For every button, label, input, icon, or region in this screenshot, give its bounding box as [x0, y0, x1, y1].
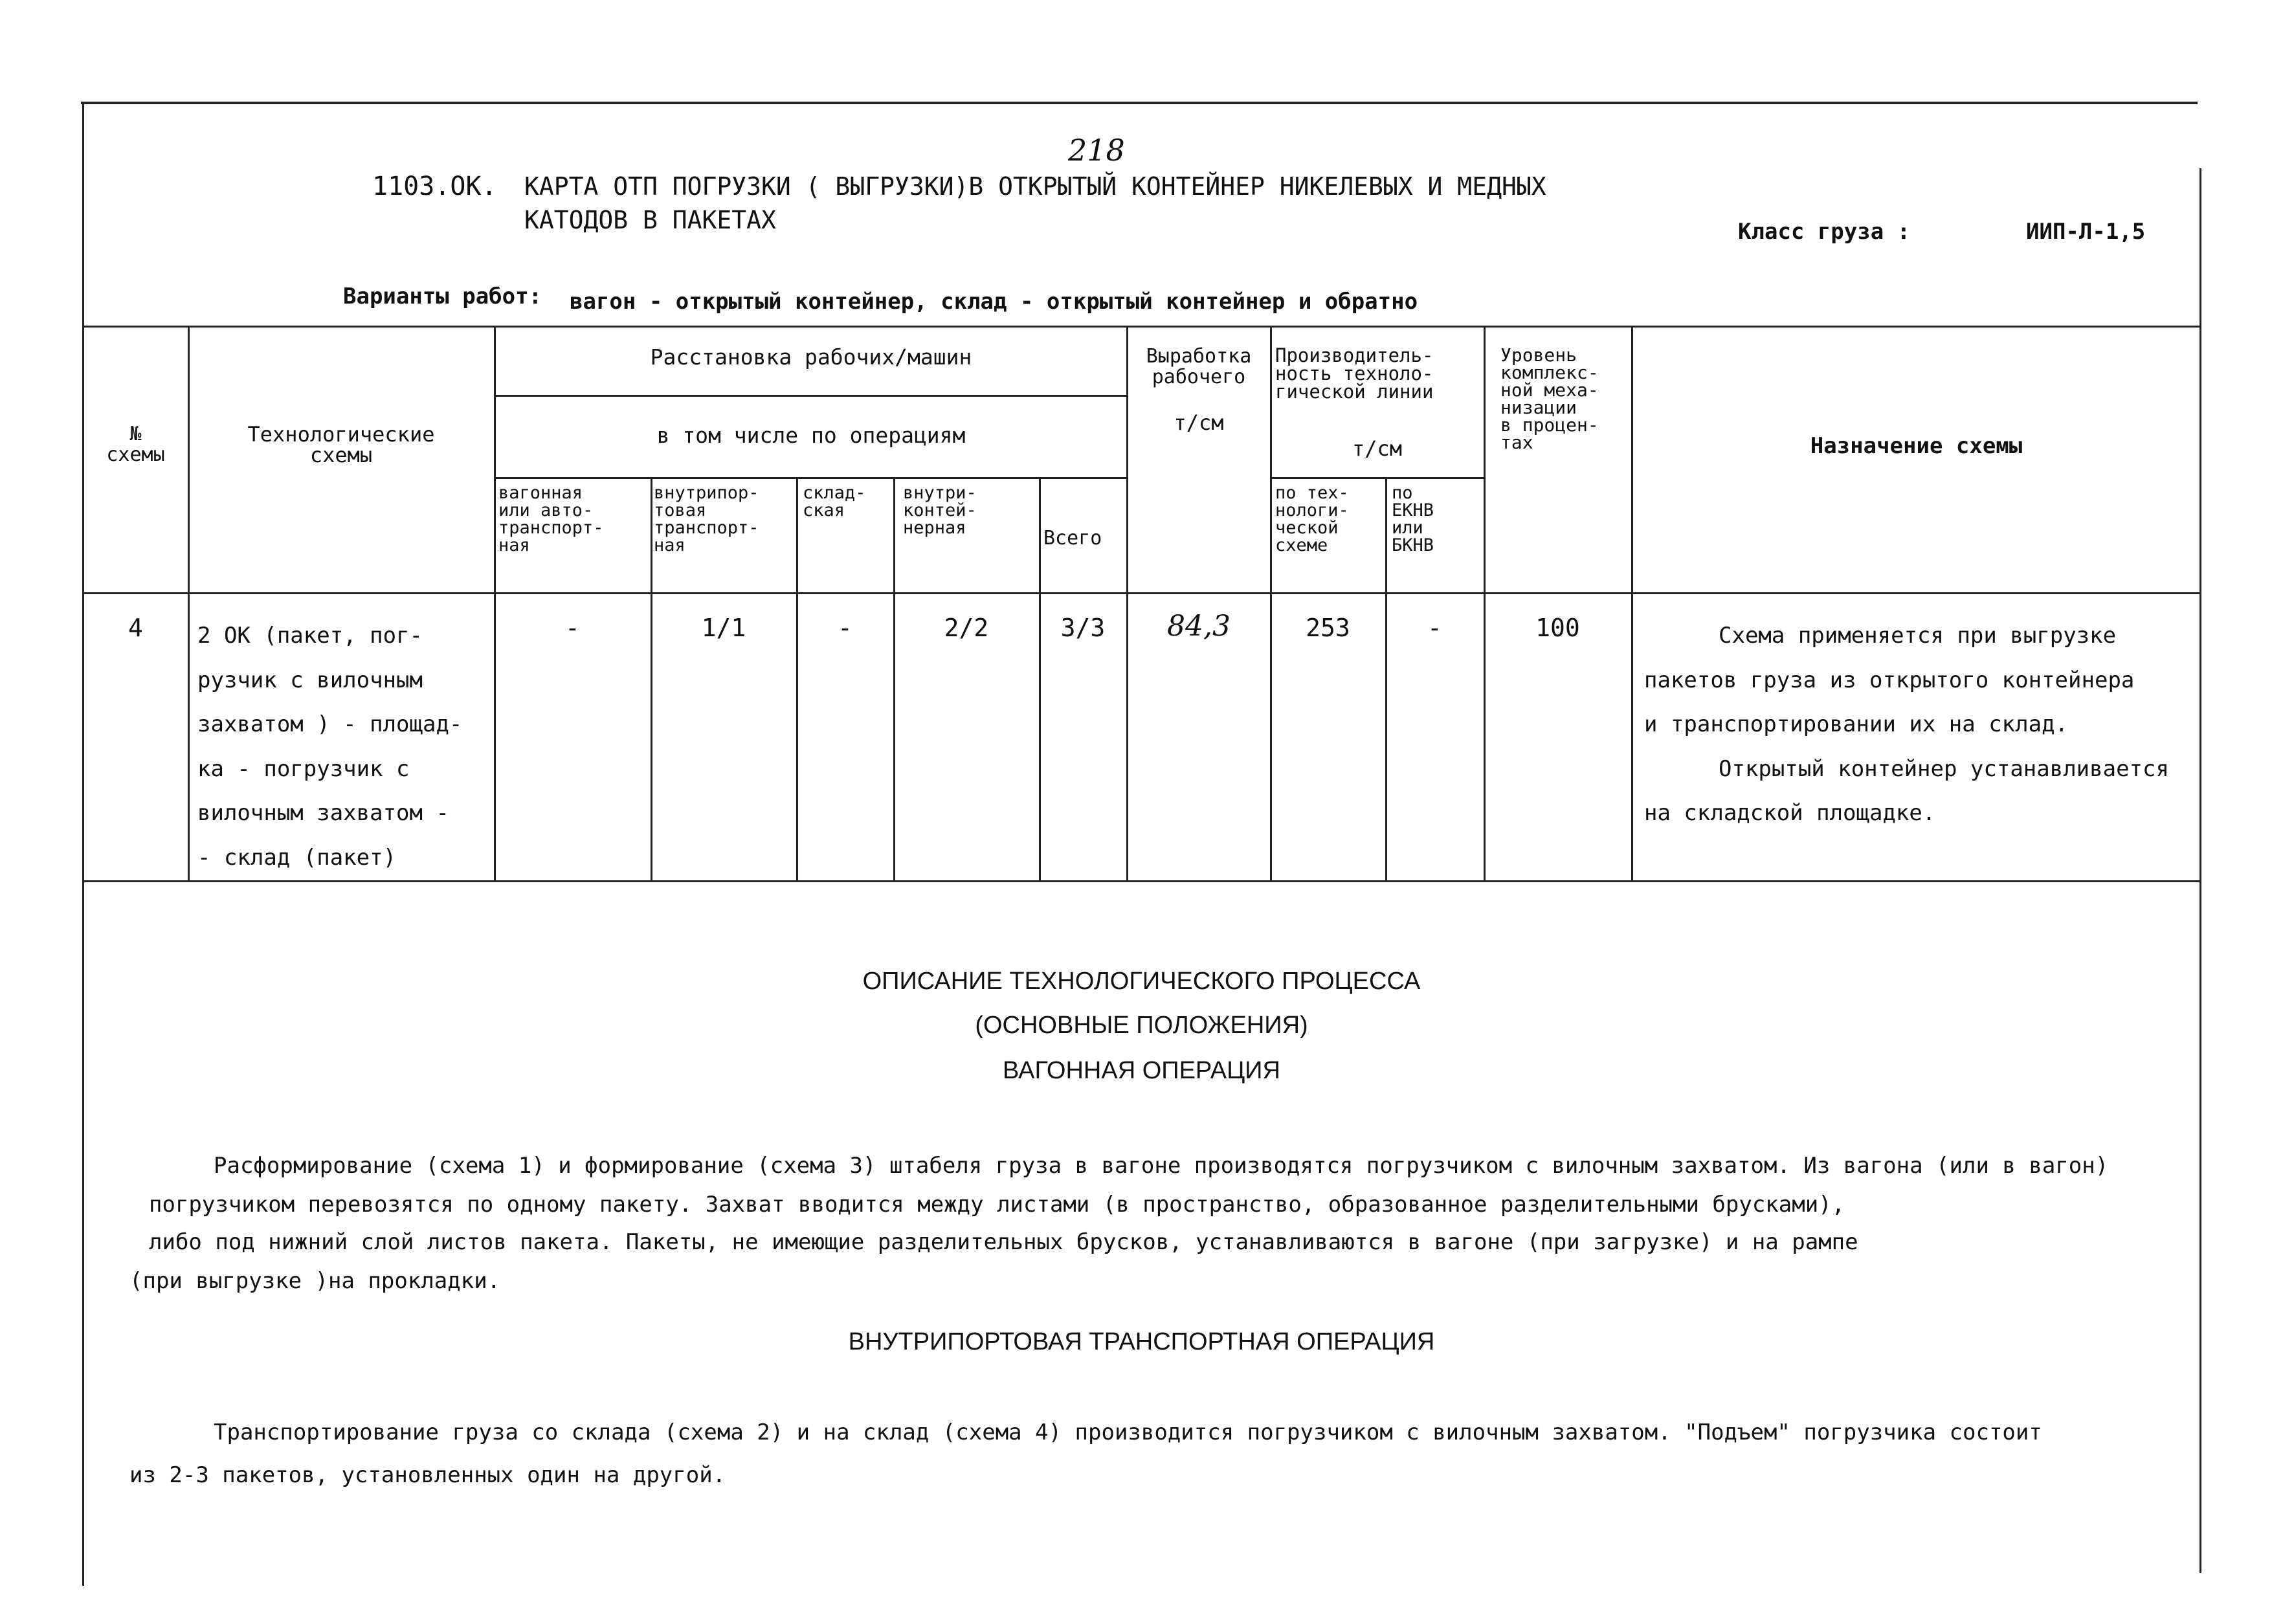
header-op-total: Всего: [1043, 527, 1102, 550]
header-output-unit: т/см: [1174, 410, 1224, 435]
col-sep-8: [1270, 326, 1272, 882]
row-op-container: 2/2: [944, 614, 989, 642]
table-header-divider-2: [494, 477, 1128, 479]
col-sep-6: [1039, 477, 1041, 882]
work-variants-label: Варианты работ:: [343, 284, 542, 309]
row-op-warehouse: -: [838, 614, 852, 642]
right-border: [2199, 168, 2201, 1573]
header-op-warehouse: склад- ская: [803, 483, 866, 520]
header-scheme-no: № схемы: [106, 423, 165, 466]
header-op-container: внутри- контей- нерная: [903, 483, 977, 538]
row-prod-by-norms: -: [1427, 614, 1442, 642]
document-title-line2: КАТОДОВ В ПАКЕТАХ: [524, 206, 776, 234]
section-intraport-title: ВНУТРИПОРТОВАЯ ТРАНСПОРТНАЯ ОПЕРАЦИЯ: [848, 1328, 1435, 1355]
description-subtitle: (ОСНОВНЫЕ ПОЛОЖЕНИЯ): [975, 1012, 1308, 1039]
col-sep-1: [188, 326, 190, 882]
header-prod-by-norms: по ЕКНВ или БКНВ: [1392, 483, 1434, 555]
col-sep-4: [796, 477, 798, 882]
table-header-bottom-line: [82, 592, 2201, 594]
header-productivity-unit: т/см: [1352, 436, 1403, 461]
table-header-divider-1: [494, 395, 1128, 397]
row-output: 84,3: [1167, 610, 1231, 643]
table-bottom-line: [82, 880, 2201, 882]
header-workers-group: Расстановка рабочих/машин: [650, 344, 972, 370]
document-code: 1103.ОК.: [372, 172, 497, 201]
header-tech-schemes: Технологические схемы: [247, 422, 435, 467]
description-title: ОПИСАНИЕ ТЕХНОЛОГИЧЕСКОГО ПРОЦЕССА: [862, 968, 1421, 995]
table-header-divider-3: [1270, 477, 1484, 479]
page-number: 218: [1068, 133, 1125, 168]
row-purpose: Схема применяется при выгрузке пакетов груза из открытого контейнера и транспортировании их на склад. Открытый контейнер устанавливается на складской площадке.: [1644, 623, 2169, 826]
header-productivity: Производитель- ность техноло- гической линии: [1275, 344, 1434, 403]
row-scheme-no: 4: [128, 614, 143, 642]
cargo-class-value: ИИП-Л-1,5: [2026, 219, 2146, 245]
table-top-line: [82, 326, 2201, 328]
header-prod-by-scheme: по тех- нологи- ческой схеме: [1275, 483, 1349, 555]
row-op-wagon: -: [565, 614, 580, 642]
col-sep-2: [494, 326, 496, 882]
cargo-class-label: Класс груза :: [1738, 219, 1911, 245]
header-by-operations: в том числе по операциям: [656, 423, 966, 448]
row-op-intraport: 1/1: [701, 614, 746, 642]
header-op-intraport: внутрипор- товая транспорт- ная: [654, 483, 759, 555]
paragraph-intraport: Транспортирование груза со склада (схема 2) и на склад (схема 4) производится погрузчиком с вилочным захватом. "Подъем" погрузчика состоит из 2-3 пакетов, установленных один на другой.: [129, 1419, 2042, 1488]
col-sep-5: [893, 477, 895, 882]
paragraph-wagon: Расформирование (схема 1) и формирование (схема 3) штабеля груза в вагоне производятся погрузчиком с вилочным захватом. Из вагона (или в вагон) погрузчиком перевозятся по одному пакету. Захват вводится между листами (в пространство, образованное разделительными брусками), либо под нижний слой листов пакета. Пакеты, не имеющие разделительных брусков, устанавливаются в вагоне (при загрузке) и на рампе (при выгрузке )на прокладки.: [129, 1153, 2109, 1294]
document-title-line1: КАРТА ОТП ПОГРУЗКИ ( ВЫГРУЗКИ)В ОТКРЫТЫЙ КОНТЕЙНЕР НИКЕЛЕВЫХ И МЕДНЫХ: [524, 172, 1546, 201]
work-variants-value: вагон - открытый контейнер, склад - открытый контейнер и обратно: [570, 289, 1418, 315]
col-sep-7: [1126, 326, 1128, 882]
header-purpose: Назначение схемы: [1810, 433, 2023, 459]
col-sep-10: [1484, 326, 1486, 882]
row-op-total: 3/3: [1060, 614, 1106, 642]
col-sep-3: [651, 477, 652, 882]
header-mechanization: Уровень комплекс- ной меха- низации в процен- тах: [1500, 344, 1599, 453]
top-border: [81, 102, 2198, 104]
col-sep-11: [1631, 326, 1633, 882]
row-mechanization: 100: [1535, 614, 1580, 642]
header-op-wagon: вагонная или авто- транспорт- ная: [498, 483, 604, 555]
row-tech-scheme: 2 ОК (пакет, пог- рузчик с вилочным захватом ) - площад- ка - погрузчик с вилочным захватом - - склад (пакет): [197, 623, 463, 871]
row-prod-by-scheme: 253: [1306, 614, 1350, 642]
header-output: Выработка рабочего: [1146, 345, 1252, 388]
col-sep-9: [1385, 477, 1387, 882]
section-wagon-title: ВАГОННАЯ ОПЕРАЦИЯ: [1003, 1057, 1280, 1084]
